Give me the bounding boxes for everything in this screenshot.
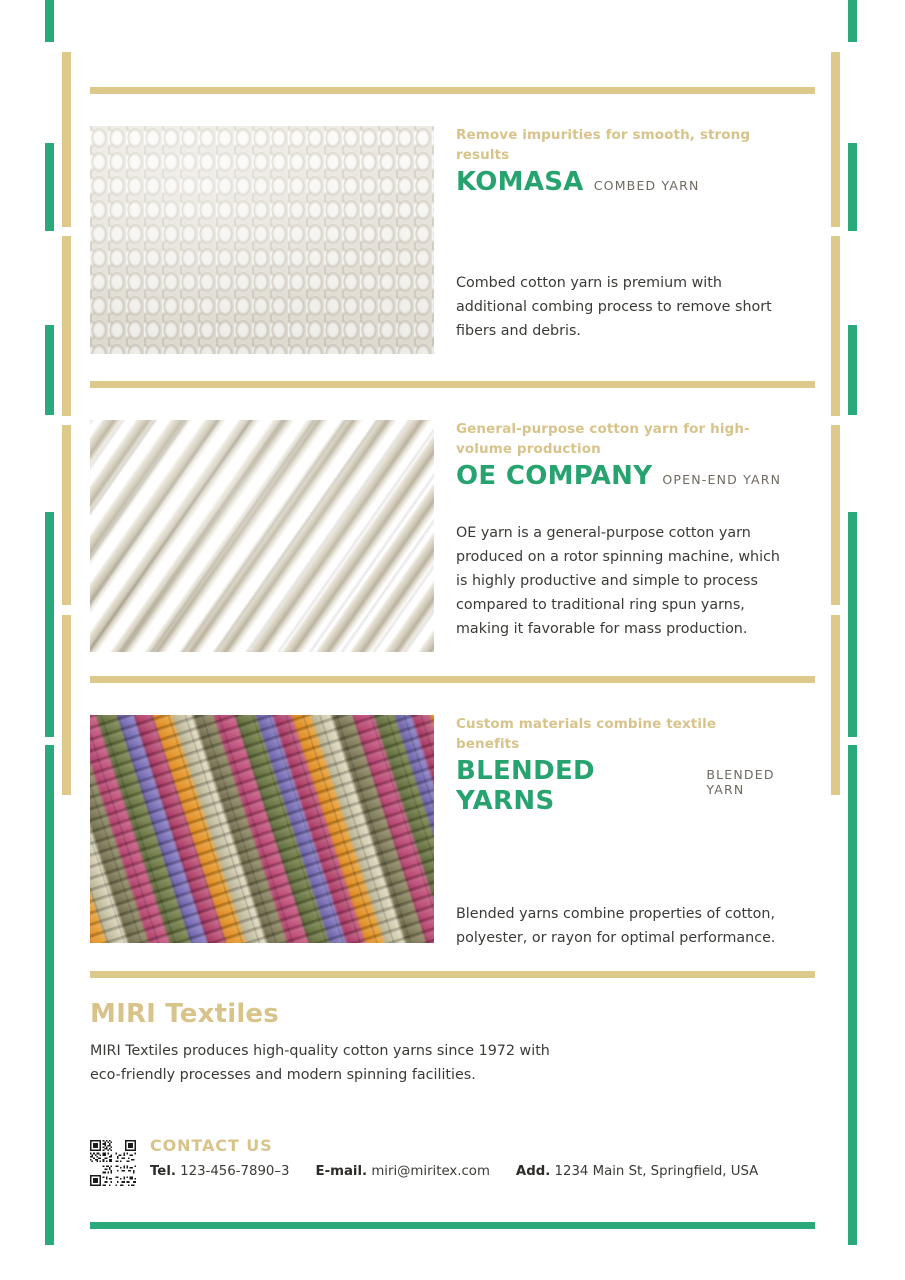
- deco-bar-left-tan-4: [62, 615, 71, 795]
- contact-phone[interactable]: [150, 1164, 289, 1179]
- deco-bar-left-green-4: [45, 512, 54, 737]
- about-block: [90, 975, 815, 1186]
- deco-bar-left-green-5: [45, 745, 54, 1245]
- footer-bar: [90, 1222, 815, 1229]
- product-description: OE yarn is a general-purpose cotton yarn produced on a rotor spinning machine, which is highly productive and simple to process compared to traditional ring spun yarns, making it favorable for mass production.: [456, 525, 780, 638]
- product-info: [434, 412, 815, 652]
- contact-row: [150, 1164, 758, 1179]
- deco-bar-left-green-1: [45, 0, 54, 42]
- product-subtitle: BLENDED YARN: [706, 767, 775, 798]
- blended-yarn-multicolor-knit-swatch: [90, 715, 434, 943]
- product-description: Combed cotton yarn is premium with additional combing process to remove short fibers and debris.: [456, 275, 772, 340]
- divider-1: [90, 87, 815, 94]
- product-title-line: [456, 461, 815, 491]
- contact-address-value: 1234 Main St, Springfield, USA: [554, 1163, 759, 1179]
- contact-heading: CONTACT US: [150, 1135, 273, 1155]
- product-section-blended-yarns: [90, 707, 815, 950]
- deco-bar-left-tan-2: [62, 236, 71, 416]
- deco-bar-left-green-2: [45, 143, 54, 231]
- company-description: MIRI Textiles produces high-quality cotton yarns since 1972 with eco-friendly processes and modern spinning facilities.: [90, 1043, 550, 1084]
- divider-3: [90, 676, 815, 683]
- contact-details: [150, 1136, 758, 1179]
- contact-block: [90, 1136, 815, 1186]
- product-title: OE COMPANY: [456, 461, 653, 492]
- product-eyebrow: Remove impurities for smooth, strong results: [456, 127, 751, 163]
- deco-bar-right-green-2: [848, 143, 857, 231]
- contact-email[interactable]: [315, 1164, 489, 1179]
- open-end-yarn-cable-knit-swatch: [90, 420, 434, 652]
- product-subtitle: COMBED YARN: [593, 178, 700, 194]
- deco-bar-right-tan-4: [831, 615, 840, 795]
- deco-bar-right-green-3: [848, 325, 857, 415]
- product-title: BLENDED YARNS: [456, 756, 595, 817]
- product-description: Blended yarns combine properties of cotton, polyester, or rayon for optimal performance.: [456, 906, 776, 947]
- deco-bar-left-green-3: [45, 325, 54, 415]
- contact-email-value: miri@miritex.com: [371, 1163, 490, 1179]
- product-subtitle: OPEN-END YARN: [662, 472, 782, 488]
- deco-bar-right-tan-3: [831, 425, 840, 605]
- contact-address: [516, 1164, 758, 1179]
- product-title-line: [456, 167, 815, 197]
- deco-bar-left-tan-3: [62, 425, 71, 605]
- product-eyebrow: General-purpose cotton yarn for high-volume production: [456, 421, 750, 457]
- content-column: [90, 0, 815, 1280]
- product-title-line: [456, 756, 815, 816]
- product-info: [434, 118, 815, 354]
- contact-phone-value: 123-456-7890–3: [180, 1163, 290, 1179]
- contact-email-label: E-mail.: [315, 1163, 368, 1179]
- product-section-oe-company: [90, 412, 815, 652]
- deco-bar-right-green-5: [848, 745, 857, 1245]
- deco-bar-right-green-4: [848, 512, 857, 737]
- qr-code: [90, 1140, 136, 1186]
- product-eyebrow: Custom materials combine textile benefits: [456, 716, 717, 752]
- deco-bar-left-tan-1: [62, 52, 71, 227]
- deco-bar-right-tan-1: [831, 52, 840, 227]
- contact-address-label: Add.: [515, 1163, 551, 1179]
- product-section-komasa: [90, 118, 815, 354]
- company-name: MIRI Textiles: [90, 999, 279, 1029]
- combed-yarn-knit-swatch: [90, 126, 434, 354]
- divider-2: [90, 381, 815, 388]
- contact-phone-label: Tel.: [150, 1163, 176, 1179]
- deco-bar-right-tan-2: [831, 236, 840, 416]
- product-title: KOMASA: [456, 167, 584, 198]
- product-info: [434, 707, 815, 950]
- deco-bar-right-green-1: [848, 0, 857, 42]
